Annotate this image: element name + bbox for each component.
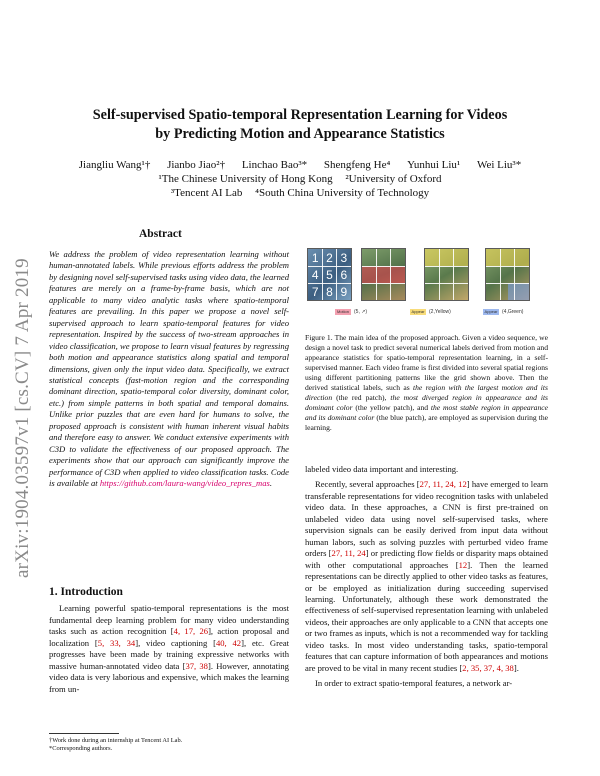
legend-label: (4,Green) <box>502 309 524 315</box>
introduction-heading: 1. Introduction <box>49 586 123 598</box>
footnote: †Work done during an internship at Tencent AI Lab. <box>49 737 183 744</box>
footnotes <box>49 733 289 754</box>
grid-line <box>486 283 529 284</box>
author-list <box>60 158 540 172</box>
citation-link[interactable]: 12 <box>458 559 468 570</box>
grid-number: 4 <box>311 267 319 282</box>
motion-patch <box>362 266 405 283</box>
affiliation: ¹The Chinese University of Hong Kong <box>158 173 333 185</box>
paragraph <box>305 479 548 674</box>
grid-line <box>390 249 391 300</box>
author: Shengfeng He⁴ <box>323 159 391 171</box>
arxiv-identifier: arXiv:1904.03597v1 [cs.CV] 7 Apr 2019 <box>12 258 33 578</box>
title-line-2: by Predicting Motion and Appearance Statistics <box>155 126 445 142</box>
footnote-rule <box>49 733 119 734</box>
grid-number: 1 <box>311 250 319 265</box>
figure-1-caption <box>305 333 548 433</box>
introduction-paragraph <box>49 603 289 695</box>
grid-numbers <box>308 249 351 300</box>
text-run-italic: the most diverged region in appearance and its dominant color <box>305 393 549 412</box>
text-run: Figure 1. The main idea of the proposed approach. Given a video sequence, we design a novel task to predict several numerical labels derived from motion and appearance statistics for spatio-temporal representation learning, in a self-supervised manner. Each video frame is first divided into several spatial regions using different partitioning patterns like the grid shown above. Then the derived statistical labels, such as <box>305 333 548 392</box>
legend-swatch: Appear <box>484 309 498 314</box>
grid-line <box>362 283 405 284</box>
legend-label: (5, ↗) <box>354 309 368 315</box>
paper-title <box>60 106 540 144</box>
grid-number: 8 <box>326 284 333 299</box>
video-frame-motion <box>361 248 406 301</box>
abstract-text <box>49 249 289 490</box>
citation-link[interactable]: 27, 11, 24 <box>331 548 366 559</box>
legend-swatch: Motion <box>336 309 349 314</box>
appearance-diverse-patch <box>486 249 529 266</box>
legend-swatch: Appear <box>411 309 425 314</box>
grid-number: 6 <box>340 267 348 282</box>
text-run: ]. However, annotating video data is very laborious and expensive, which makes the learning from un- <box>49 660 289 694</box>
video-frame-grid <box>307 248 352 301</box>
text-run-italic: the region with the largest motion and its direction <box>305 383 548 402</box>
title-line-1: Self-supervised Spatio-temporal Representation Learning for Videos <box>92 107 508 123</box>
citation-link[interactable]: 4, 17, 26 <box>173 626 209 636</box>
affiliation: ²University of Oxford <box>345 173 442 185</box>
citation-link[interactable]: 2, 35, 37, 4, 38 <box>462 662 514 673</box>
text-run: ]. Then the learned representations can be directly applied to other video tasks as features, or be employed as initialization during succeeding supervised learning. Unfortunately, although these work demonstrated the effectiveness of self-supervised representation learning with unlabeled videos, their approaches are only applicable to a CNN that accepts one or two frames as inputs, which is not a recommended way for tackling video tasks. In most video understanding tasks, spatio-temporal features that can capture information of both appearances and motions are proved to be vital in many recent studies [ <box>305 559 548 673</box>
grid-line <box>500 249 501 300</box>
text-run: Recently, several approaches [ <box>315 479 420 490</box>
grid-number: 7 <box>311 284 319 299</box>
right-column-text <box>305 464 548 694</box>
grid-line <box>439 249 440 300</box>
code-link[interactable]: https://github.com/laura-wang/video_repres_mas <box>99 478 270 489</box>
text-run: (the red patch), <box>332 393 391 402</box>
text-run: ] have emerged to learn transferable representations for video recognition tasks with unlabeled video data. In these approaches, a CNN is first pre-trained on unlabeled video data using novel self-supervised tasks, where supervision signals can be easily derived from input data without human labors, such as solving puzzles with perturbed video frame orders [ <box>305 479 548 559</box>
grid-line <box>425 266 468 267</box>
affiliation: ⁴South China University of Technology <box>255 187 430 199</box>
legend-label: (2,Yellow) <box>429 309 451 315</box>
affiliation: ³Tencent AI Lab <box>170 187 243 199</box>
grid-line <box>486 266 529 267</box>
text-run: Learning powerful spatio-temporal representations is the most fundamental deep learning problem for many video understanding tasks such as action recognition [ <box>49 603 289 636</box>
legend-motion <box>335 309 367 315</box>
grid-line <box>376 249 377 300</box>
grid-number: 5 <box>326 267 333 282</box>
citation-link[interactable]: 27, 11, 24, 12 <box>419 479 467 490</box>
grid-line <box>362 266 405 267</box>
text-run-italic: the most stable region in appearance and its dominant color <box>305 403 548 422</box>
citation-link[interactable]: 37, 38 <box>185 660 208 671</box>
text-run: ]. <box>513 662 519 673</box>
grid-line <box>514 249 515 300</box>
grid-number: 3 <box>340 250 348 265</box>
author: Linchao Bao³* <box>241 159 308 171</box>
figure-1 <box>305 240 548 325</box>
legend-appearance-diverse <box>410 309 451 315</box>
video-frame-appearance-diverse <box>424 248 469 301</box>
legend-appearance-stable <box>483 309 523 315</box>
grid-line <box>425 283 468 284</box>
footnote: *Corresponding authors. <box>49 745 113 753</box>
text-run: ], video captioning [ <box>135 637 216 648</box>
affiliations-line-2 <box>60 186 540 200</box>
affiliations-line-1 <box>60 172 540 186</box>
grid-number: 9 <box>340 284 348 299</box>
appearance-stable-patch <box>508 283 530 300</box>
grid-line <box>453 249 454 300</box>
text-run: ] or predicting flow fields or disparity maps obtained with other computational approaches [ <box>305 548 548 570</box>
author: Wei Liu³* <box>476 159 522 171</box>
abstract-end: . <box>269 478 273 489</box>
text-run: (the yellow patch), and <box>352 403 431 412</box>
text-run: ], action proposal and localization [ <box>49 626 290 648</box>
abstract-paragraph: We address the problem of video representation learning without human-annotated labels. While previous efforts address the problem by designing novel self-supervised tasks using video data, the learned features are merely on a frame-by-frame basis, which are not applicable to many video analytic tasks where spatio-temporal features are prevailing. In this paper we propose a novel self-supervised approach to learn spatio-temporal features for video representation. Inspired by the success of two-stream approaches in video classification, we propose to learn visual features by regressing both motion and appearance statistics along spatial and temporal dimensions, given only the input video data. Specifically, we extract statistical concepts (fast-motion region and the corresponding dominant direction, spatio-temporal color diversity, dominant color, etc.) from simple patterns in both spatial and temporal domains. Unlike prior puzzles that are even hard for humans to solve, the proposed approach is consistent with human inherent visual habits and therefore easy to answer. We conduct extensive experiments with C3D to validate the effectiveness of our proposed approach. The experiments show that our approach can significantly improve the performance of C3D when applied to video classification tasks. Code is available at <box>49 249 289 489</box>
citation-link[interactable]: 5, 33, 34 <box>97 637 136 648</box>
video-frame-appearance-stable <box>485 248 530 301</box>
author: Jiangliu Wang¹† <box>78 159 151 171</box>
citation-link[interactable]: 40, 42 <box>215 637 242 648</box>
author: Yunhui Liu¹ <box>407 159 461 171</box>
text-run: (the blue patch), are employed as supervision during the learning. <box>305 413 548 432</box>
author: Jianbo Jiao²† <box>167 159 226 171</box>
appearance-diverse-patch <box>425 249 468 266</box>
abstract-heading: Abstract <box>139 228 182 240</box>
paragraph: labeled video data important and interesting. <box>305 464 459 474</box>
paragraph: In order to extract spatio-temporal features, a network ar- <box>315 678 513 689</box>
grid-number: 2 <box>326 250 333 265</box>
text-run: ], etc. Great progresses have been made by training expressive networks with massive human-annotated video data [ <box>49 637 290 671</box>
